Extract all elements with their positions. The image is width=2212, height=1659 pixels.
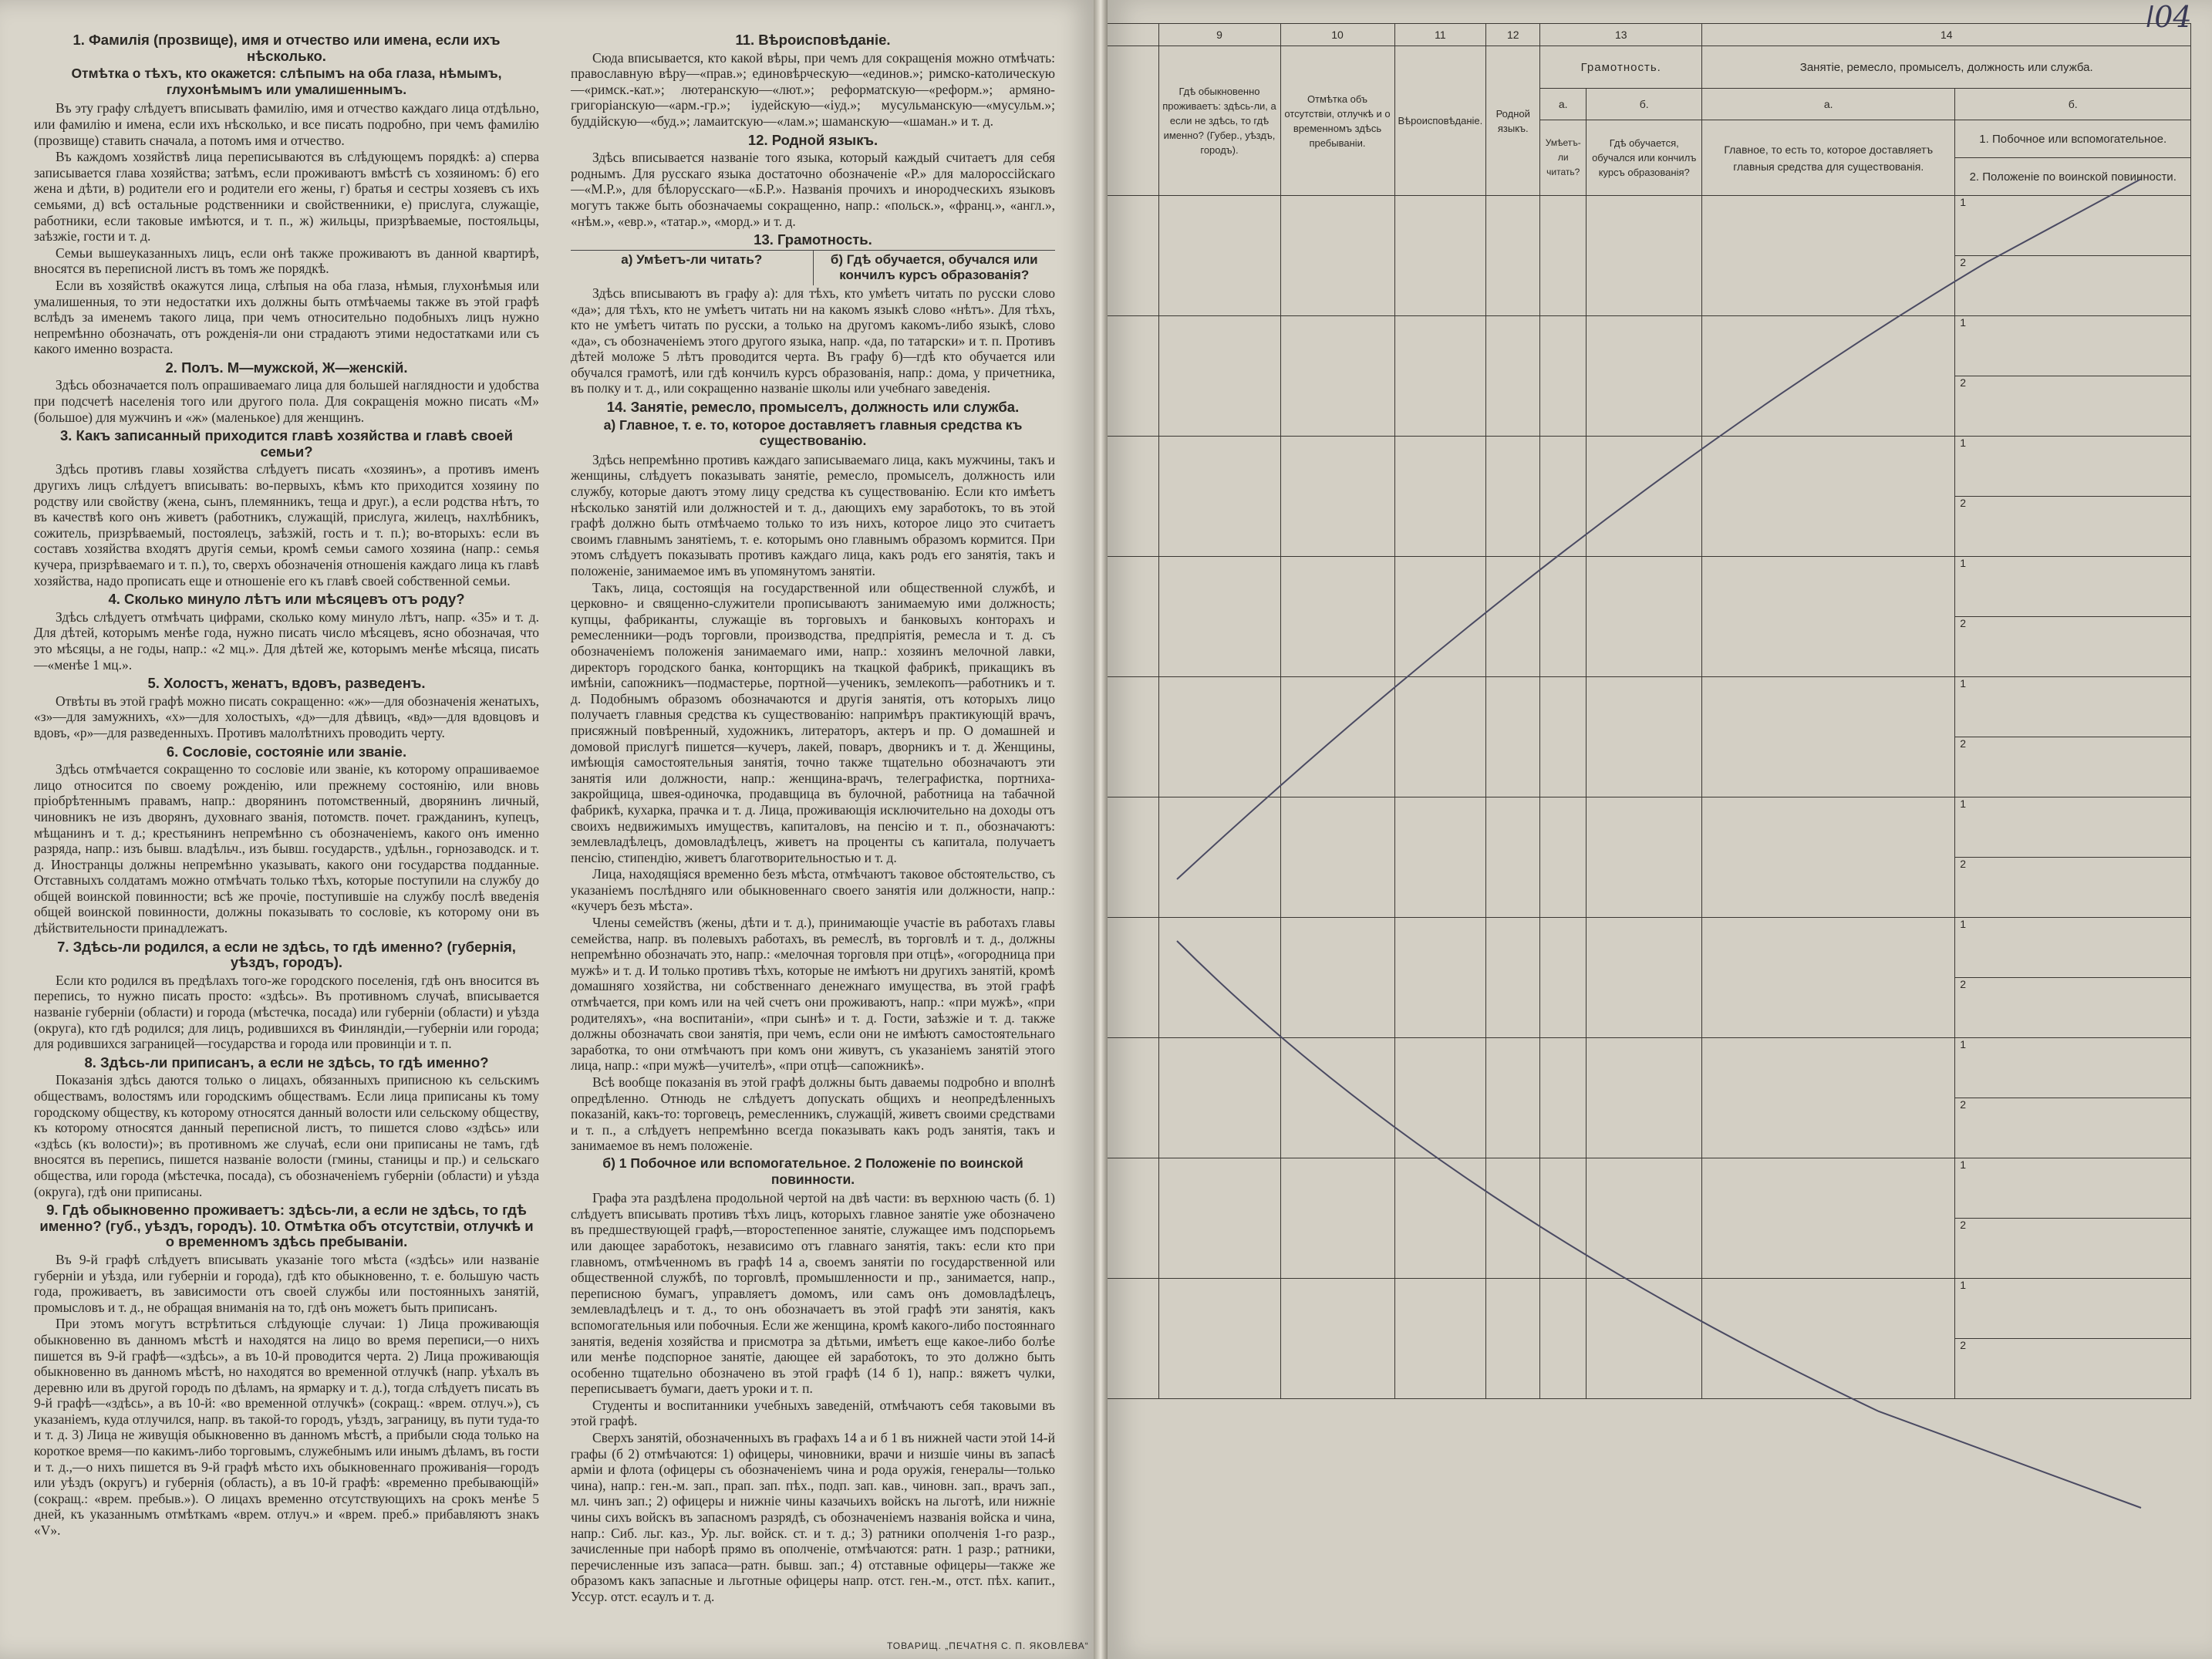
military-status-cell[interactable]: 2 [1955, 617, 2191, 677]
header-military-status: 2. Положеніе по воинской повинности. [1955, 158, 2191, 196]
instructions-column-right [571, 29, 1055, 1606]
entry-cell[interactable] [1158, 557, 1280, 677]
entry-cell[interactable] [1486, 797, 1540, 918]
table-row [1108, 316, 2191, 376]
entry-cell[interactable] [1158, 316, 1280, 437]
section-title: 6. Сословіе, состояніе или званіе. [166, 743, 407, 760]
entry-cell[interactable] [1158, 196, 1280, 316]
entry-cell[interactable] [1702, 918, 1955, 1038]
entry-cell[interactable] [1486, 677, 1540, 797]
entry-cell[interactable] [1280, 196, 1394, 316]
header-absence-mark: Отмѣтка объ отсутствіи, отлучкѣ и о временномъ здѣсь пребываніи. [1280, 46, 1394, 196]
entry-cell[interactable] [1587, 797, 1702, 918]
entry-cell[interactable] [1394, 677, 1486, 797]
row-stub-cell [1108, 437, 1158, 557]
header-literacy-a-letter: а. [1540, 89, 1587, 120]
row-stub-cell [1108, 1158, 1158, 1279]
entry-cell[interactable] [1486, 1158, 1540, 1279]
row-stub-cell [1108, 196, 1158, 316]
section-subtitle: б) 1 Побочное или вспомогательное. 2 Положеніе по воинской повинности. [602, 1155, 1023, 1187]
military-status-cell[interactable]: 2 [1955, 1339, 2191, 1399]
entry-cell[interactable] [1540, 1038, 1587, 1158]
instruction-paragraph: Всѣ вообще показанія въ этой графѣ должны быть даваемы подробно и вполнѣ опредѣленно. Отнюдь не слѣдуетъ допускать общихъ и неопредѣленныхъ показаній, какъ-то: торговецъ, ремесленникъ, служащій, живетъ своими средствами и т. п., а слѣдуетъ непремѣнно всегда показывать какъ родъ занятія, такъ и занимаемое въ немъ положеніе. [571, 1074, 1055, 1154]
section-title: 4. Сколько минуло лѣтъ или мѣсяцевъ отъ роду? [108, 591, 465, 608]
column-number-12: 12 [1486, 24, 1540, 46]
literacy-split-header [571, 250, 1055, 285]
census-form-table [1108, 23, 2191, 1399]
row-stub-cell [1108, 677, 1158, 797]
section-title: 7. Здѣсь-ли родился, а если не здѣсь, то гдѣ именно? (губернія, уѣздъ, городъ). [57, 938, 516, 971]
table-row [1108, 1279, 2191, 1339]
entry-cell[interactable] [1702, 1279, 1955, 1399]
table-row [1108, 437, 2191, 497]
entry-cell[interactable] [1702, 1038, 1955, 1158]
entry-cell[interactable] [1702, 797, 1955, 918]
entry-cell[interactable] [1587, 677, 1702, 797]
entry-cell[interactable] [1158, 1158, 1280, 1279]
military-status-cell[interactable]: 2 [1955, 1219, 2191, 1279]
entry-cell[interactable] [1394, 1158, 1486, 1279]
secondary-occupation-cell[interactable]: 1 [1955, 1279, 2191, 1339]
entry-cell[interactable] [1587, 437, 1702, 557]
entry-cell[interactable] [1158, 1038, 1280, 1158]
military-status-cell[interactable]: 2 [1955, 256, 2191, 316]
column-number-9: 9 [1158, 24, 1280, 46]
entry-cell[interactable] [1394, 1279, 1486, 1399]
entry-cell[interactable] [1702, 677, 1955, 797]
entry-cell[interactable] [1486, 557, 1540, 677]
section-title: 9. Гдѣ обыкновенно проживаетъ: здѣсь-ли, а если не здѣсь, то гдѣ именно? (губ., уѣздъ, городъ). 10. Отмѣтка объ отсутствіи, отлучкѣ и о временномъ здѣсь пребываніи. [39, 1202, 534, 1250]
instruction-paragraph: Сверхъ занятій, обозначенныхъ въ графахъ 14 а и б 1 въ нижней части этой 14-й графы (б 2) отмѣчаются: 1) офицеры, чиновники, врачи и низшіе чины въ запасѣ арміи и флота (офицеры съ обозначеніемъ чина и рода оружія, генералы—только чина), напр.: ген.-м. зап., прап. зап. пѣх., подп. зап. кав., чиновн. зап., врачъ зап., мл. чинъ зап.; 2) офицеры и нижніе чины казачьихъ войскъ на льготѣ, или нижніе чины сихъ войскъ въ запасномъ разрядѣ, съ обозначеніемъ названія войска и чина, напр.: Сиб. льг. каз., Ур. льг. войск. ст. и т. д.; 3) ратники ополченія 1-го разр., зачисленные при наборѣ прямо въ ополченіе, отмѣчаются: ратн. 1 разр.; ратники, перечисленные изъ запаса—ратн. бывш. зап.; 4) отставные офицеры—также же образомъ какъ запасные и льготные офицеры напр. отст. ген.-м., отст. пѣх. капит., Уссур. отст. есаулъ и т. д. [571, 1430, 1055, 1604]
entry-cell[interactable] [1158, 918, 1280, 1038]
instruction-paragraph: Здѣсь вписывается названіе того языка, который каждый считаетъ для себя роднымъ. Для русскаго языка достаточно обозначеніе «Р.» для малороссійскаго—«М.Р.», для бѣлорусскаго—«Б.Р.». Названія прочихъ и инородческихъ языковъ могутъ также быть обозначаемы сокращенно, напр.: «польск.», «франц.», «англ.», «нѣм.», «евр.», «татар.», «морд.» и т. д. [571, 150, 1055, 229]
secondary-occupation-cell[interactable]: 1 [1955, 1038, 2191, 1098]
secondary-occupation-cell[interactable]: 1 [1955, 316, 2191, 376]
entry-cell[interactable] [1394, 557, 1486, 677]
column-number-13: 13 [1540, 24, 1702, 46]
entry-cell[interactable] [1280, 677, 1394, 797]
entry-cell[interactable] [1280, 918, 1394, 1038]
header-literacy: Грамотность. [1540, 46, 1702, 89]
entry-cell[interactable] [1540, 918, 1587, 1038]
row-stub-cell [1108, 1038, 1158, 1158]
military-status-cell[interactable]: 2 [1955, 376, 2191, 437]
military-status-cell[interactable]: 2 [1955, 978, 2191, 1038]
instruction-paragraph: Если кто родился въ предѣлахъ того-же городского поселенія, гдѣ онъ вносится въ перепись, то нужно писать просто: «здѣсь». Въ противномъ случаѣ, вписывается названіе губерніи (области) и города (мѣстечка, посада) или губерніи (области) и уѣзда (округа), кто гдѣ родился; для лицъ, родившихся въ Финляндіи,—губерніи или города; для родившихся заграницей—государства и города или провинціи и т. п. [34, 972, 539, 1052]
instruction-paragraph: Отвѣты въ этой графѣ можно писать сокращенно: «ж»—для обозначенія женатыхъ, «з»—для замужнихъ, «х»—для холостыхъ, «д»—для дѣвицъ, «вд»—для вдовцовъ и вдовъ, «р»—для разведенныхъ. Противъ малолѣтнихъ проводить черту. [34, 693, 539, 740]
entry-cell[interactable] [1394, 316, 1486, 437]
section-subtitle: Отмѣтка о тѣхъ, кто окажется: слѣпымъ на оба глаза, нѣмымъ, глухонѣмымъ или умалишеннымъ. [71, 66, 502, 97]
book-gutter [1094, 0, 1108, 1659]
entry-cell[interactable] [1702, 316, 1955, 437]
instruction-paragraph: Здѣсь отмѣчается сокращенно то сословіе или званіе, къ которому опрашиваемое лицо относится по своему рожденію, или прежнему состоянію, или вновь пріобрѣтеннымъ правамъ, напр.: дворянинъ потомственный, дворянинъ личный, чиновникъ не изъ дворянъ, духовнаго званія, потомств. почет. гражданинъ, купецъ, мѣщанинъ и т. д.; крестьянинъ непремѣнно съ обозначеніемъ, какого онъ именно разряда, напр.: изъ бывш. владѣльч., изъ бывш. государств., удѣльн., горнозаводск. и т. д. Иностранцы должны непремѣнно указывать, какого они государства подданные. Отставныхъ солдатамъ можно отмѣчать только тѣхъ, которые поступили на службу до общей воинской повинности; всѣ же прочіе, поступившіе на службу послѣ введенія общей воинской повинности, должны показывать то сословіе, къ которому они въ дѣйствительности принадлежатъ. [34, 761, 539, 936]
entry-cell[interactable] [1587, 196, 1702, 316]
section-title: 2. Полъ. М—мужской, Ж—женскій. [165, 359, 408, 376]
row-stub-cell [1108, 797, 1158, 918]
entry-cell[interactable] [1280, 316, 1394, 437]
secondary-occupation-cell[interactable]: 1 [1955, 437, 2191, 497]
entry-cell[interactable] [1158, 797, 1280, 918]
census-table-body [1108, 196, 2191, 1399]
table-row [1108, 677, 2191, 737]
section-title: 11. Вѣроисповѣданіе. [735, 32, 891, 48]
instruction-paragraph: Если въ хозяйствѣ окажутся лица, слѣпыя на оба глаза, нѣмыя, глухонѣмыя или умалишенныя, то эти недостатки ихъ должны быть отмѣчаемы также въ этой графѣ вслѣдъ за именемъ такого лица, при чемъ относительно подобныхъ лицъ нужно непремѣнно обозначать, отъ рожденія-ли они страдаютъ этими недостатками или съ какого именно возраста. [34, 277, 539, 357]
header-can-read: Умѣетъ-ли читать? [1540, 120, 1587, 196]
entry-cell[interactable] [1540, 557, 1587, 677]
entry-cell[interactable] [1587, 918, 1702, 1038]
entry-cell[interactable] [1280, 797, 1394, 918]
entry-cell[interactable] [1587, 1279, 1702, 1399]
header-occupation-b-letter: б. [1955, 89, 2191, 120]
secondary-occupation-cell[interactable]: 1 [1955, 918, 2191, 978]
instruction-paragraph: Семьи вышеуказанныхъ лицъ, если онѣ также проживаютъ въ данной квартирѣ, вносятся въ переписной листъ въ томъ же порядкѣ. [34, 244, 539, 277]
secondary-occupation-cell[interactable]: 1 [1955, 1158, 2191, 1219]
instructions-column-left [34, 29, 539, 1539]
instruction-paragraph: Здѣсь вписываютъ въ графу а): для тѣхъ, кто умѣетъ читать по русски слово «да»; для тѣхъ, кто не умѣетъ читать ни на какомъ языкѣ слово «нѣтъ». Для тѣхъ, кто не умѣетъ читать по русски, а только на другомъ какомъ-либо языкѣ, слово «да», съ обозначеніемъ этого другого языка, напр. «да, по татарски» и т. п. Противъ дѣтей моложе 5 лѣтъ проводится черта. Въ графу б)—гдѣ кто обучается или обучался грамотѣ, или гдѣ кончилъ курсъ образованія, напр.: дома, у причетника, въ полку и т. д., или сокращенно названіе школы или учебнаго заведенія. [571, 285, 1055, 396]
entry-cell[interactable] [1540, 196, 1587, 316]
entry-cell[interactable] [1280, 437, 1394, 557]
literacy-split-left: а) Умѣетъ-ли читать? [621, 251, 763, 267]
literacy-split-right: б) Гдѣ обучается, обучался или кончилъ курсъ образованія? [813, 251, 1056, 285]
entry-cell[interactable] [1280, 1279, 1394, 1399]
military-status-cell[interactable]: 2 [1955, 497, 2191, 557]
table-row [1108, 918, 2191, 978]
secondary-occupation-cell[interactable]: 1 [1955, 677, 2191, 737]
section-title: 14. Занятіе, ремесло, промыселъ, должность или служба. [606, 399, 1020, 416]
entry-cell[interactable] [1587, 316, 1702, 437]
column-number-10: 10 [1280, 24, 1394, 46]
secondary-occupation-cell[interactable]: 1 [1955, 557, 2191, 617]
row-stub-cell [1108, 918, 1158, 1038]
entry-cell[interactable] [1587, 1038, 1702, 1158]
secondary-occupation-cell[interactable]: 1 [1955, 196, 2191, 256]
entry-cell[interactable] [1540, 437, 1587, 557]
section-title: 12. Родной языкъ. [747, 131, 878, 148]
entry-cell[interactable] [1486, 196, 1540, 316]
secondary-occupation-cell[interactable]: 1 [1955, 797, 2191, 858]
military-status-cell[interactable]: 2 [1955, 1098, 2191, 1158]
entry-cell[interactable] [1540, 1279, 1587, 1399]
entry-cell[interactable] [1486, 918, 1540, 1038]
instruction-paragraph: Въ 9-й графѣ слѣдуетъ вписывать указаніе того мѣста («здѣсь» или названіе губерніи и уѣзда, или губерніи и города), гдѣ кто обыкновенно, т. е. большую часть года, проживаетъ, въ зависимости отъ своей службы или постоянныхъ занятій, промысловъ и т. д., не обращая вниманія на то, гдѣ онъ можетъ быть приписанъ. [34, 1251, 539, 1315]
entry-cell[interactable] [1394, 1038, 1486, 1158]
entry-cell[interactable] [1158, 677, 1280, 797]
section-title: 5. Холостъ, женатъ, вдовъ, разведенъ. [147, 675, 426, 692]
military-status-cell[interactable]: 2 [1955, 858, 2191, 918]
row-stub-cell [1108, 557, 1158, 677]
table-row [1108, 1158, 2191, 1219]
table-row [1108, 1038, 2191, 1098]
header-occupation-a-letter: а. [1702, 89, 1955, 120]
entry-cell[interactable] [1702, 196, 1955, 316]
entry-cell[interactable] [1702, 557, 1955, 677]
stub-header [1108, 24, 1158, 46]
entry-cell[interactable] [1587, 1158, 1702, 1279]
entry-cell[interactable] [1394, 437, 1486, 557]
printer-imprint: ТОВАРИЩ. „ПЕЧАТНЯ С. П. ЯКОВЛЕВА“ [887, 1640, 1089, 1651]
instruction-paragraph: Здѣсь противъ главы хозяйства слѣдуетъ писать «хозяинъ», а противъ именъ другихъ лицъ слѣдуетъ вписывать: во-первыхъ, кѣмъ кто приходится хозяину по родству или свойству (жена, сынъ, племянникъ, теща и друг.), а если родства нѣтъ, то въ качествѣ кого онъ живетъ (работникъ, служащій, прислуга, жилецъ, нахлѣбникъ, сожитель, призрѣваемый, постоялецъ, заѣзжій, гость и т. п.); во-вторыхъ: если въ составъ хозяйства входятъ другія семьи, кромѣ семьи самого хозяина (напр.: семья кучера, призрѣваемаго и т. п.), то, сверхъ обозначенія отношенія каждаго лица къ главѣ хозяйства, надо прописать еще и отношеніе его къ главѣ своей собственной семьи. [34, 461, 539, 588]
instruction-paragraph: При этомъ могутъ встрѣтиться слѣдующіе случаи: 1) Лица проживающія обыкновенно въ данномъ мѣстѣ и находятся на лицо во время переписи,—о нихъ пишется въ 9-й графѣ—«здѣсь», а въ 10-й проводится черта. 2) Лица проживающія обыкновенно въ данномъ мѣстѣ, но находятся во временной отлучкѣ (напр. уѣхалъ въ деревню или въ другой городъ по дѣламъ, на ярмарку и т. д.), тогда слѣдуетъ писать въ 9-й графѣ—«здѣсь», а въ 10-й: «во временной отлучкѣ» (сокращ.: «врем. отлуч.»), съ указаніемъ, куда отлучился, напр. въ такой-то городъ, уѣздъ, заграницу, въ пути туда-то и т. д. 3) Лица не живущія обыкновенно въ данномъ мѣстѣ, а прибыли сюда только на короткое время—по какимъ-либо торговымъ, служебнымъ или инымъ дѣламъ, въ гости и т. д.,—о нихъ пишется въ 9-й графѣ мѣсто ихъ обыкновеннаго проживанія—городъ или уѣздъ (округъ) и губернія (область), а въ 10-й графѣ: «временно пребывающій» (сокращ.: «врем. пребыв.»). О лицахъ временно отсутствующихъ на срокъ менѣе 5 дней, къ указаннымъ отмѣткамъ «врем. отлуч.» и «врем. преб.» прибавляютъ знакъ «V». [34, 1316, 539, 1539]
entry-cell[interactable] [1280, 1158, 1394, 1279]
entry-cell[interactable] [1394, 918, 1486, 1038]
entry-cell[interactable] [1486, 1038, 1540, 1158]
entry-cell[interactable] [1158, 1279, 1280, 1399]
military-status-cell[interactable]: 2 [1955, 737, 2191, 797]
column-number-14: 14 [1702, 24, 2191, 46]
instruction-paragraph: Члены семействъ (жены, дѣти и т. д.), принимающіе участіе въ работахъ главы семейства, напр. въ полевыхъ работахъ, въ ремеслѣ, въ торговлѣ и т. д., должны непремѣнно обозначать это, напр.: «мелочная торговля при отцѣ», «огородница при мужѣ» и т. д. И только противъ тѣхъ, которые не имѣютъ ни другихъ занятій, кромѣ домашняго хозяйства, ни собственнаго денежнаго имущества, въ этой графѣ отмѣчается, при комъ или на чей счетъ они проживаютъ, напр.: «при мужѣ», «при родителяхъ», «на воспитаніи», «при сынѣ» и т. д. Гости, заѣзжіе и т. д. также должны обозначать свои занятія, при чемъ, если они не имѣютъ самостоятельнаго заработка, то они отмѣчаютъ при комъ они живутъ, съ указаніемъ занятій этого лица, напр.: «при мужѣ—учителѣ», «при отцѣ—сапожникѣ». [571, 915, 1055, 1074]
entry-cell[interactable] [1702, 1158, 1955, 1279]
instruction-paragraph: Здѣсь обозначается полъ опрашиваемаго лица для большей наглядности и удобства при подсчетѣ населенія того или другого пола. Для сокращенія можно писать «М» (большое) для мужчинъ и «ж» (маленькое) для женщинъ. [34, 377, 539, 425]
instruction-paragraph: Такъ, лица, состоящія на государственной или общественной службѣ, и церковно- и священно-служители прописываютъ занимаемую ими должность; купцы, фабриканты, служащіе въ торговыхъ и банковыхъ конторахъ и ремесленники—родъ торговли, производства, предпріятія, ремесла и т. д. съ обозначеніемъ положенія занимаемаго ими, напр.: хозяинъ мелочной лавки, директоръ городского банка, конторщикъ на ткацкой фабрикѣ, прикащикъ въ имѣніи, сапожникъ—подмастерье, портной—ученикъ, землекопъ—работникъ и т. д. Подобнымъ образомъ обозначаются и другія занятія, отъ которыхъ лицо получаетъ главныя средства къ существованію: напримѣръ практикующій врачъ, присяжный повѣренный, художникъ, литераторъ, актеръ и пр. О домашней и домовой прислугѣ пишется—кучеръ, лакей, поваръ, дворникъ и т. д. Женщины, имѣющія самостоятельныя занятія, точно также тщательно обозначаютъ эти занятія или должности, напр.: женщина-врачъ, телеграфистка, портниха-закройщица, швея-одиночка, продавщица въ булочной, работница на табачной фабрикѣ, кухарка, прачка и т. д. Лица, проживающія исключительно на доходы отъ своихъ недвижимыхъ имуществъ, капиталовъ, на пенсію и т. п., обозначаютъ: землевладѣлецъ, домовладѣлецъ, живетъ на проценты съ капитала, получаетъ пенсію, стипендію, живетъ благотворительностью и т. д. [571, 579, 1055, 865]
instruction-paragraph: Въ эту графу слѣдуетъ вписывать фамилію, имя и отчество каждаго лица отдѣльно, или фамилію и имена, если ихъ нѣсколько, и все писать подробно, при чемъ фамилію (прозвище) ставить сначала, а потомъ имя и отчество. [34, 100, 539, 148]
section-title: 1. Фамилія (прозвище), имя и отчество или имена, если ихъ нѣсколько. [72, 32, 501, 64]
instruction-paragraph: Здѣсь слѣдуетъ отмѣчать цифрами, сколько кому минуло лѣтъ, напр. «35» и т. д. Для дѣтей, которымъ менѣе года, нужно писать число мѣсяцевъ, ясно обозначая, что это мѣсяцы, а не годы, напр.: «2 мц.». Для дѣтей же, которымъ менѣе мѣсяца, писать—«менѣе 1 мц.». [34, 609, 539, 673]
section-title: 8. Здѣсь-ли приписанъ, а если не здѣсь, то гдѣ именно? [84, 1054, 489, 1071]
header-education-place: Гдѣ обучается, обучался или кончилъ курсъ образованія? [1587, 120, 1702, 196]
row-stub-cell [1108, 1279, 1158, 1399]
entry-cell[interactable] [1587, 557, 1702, 677]
header-native-language: Родной языкъ. [1486, 46, 1540, 196]
section-subtitle: а) Главное, т. е. то, которое доставляетъ главныя средства къ существованію. [603, 416, 1023, 449]
header-usual-residence: Гдѣ обыкновенно проживаетъ: здѣсь-ли, а если не здѣсь, то гдѣ именно? (Губер., уѣздъ, городъ). [1158, 46, 1280, 196]
entry-cell[interactable] [1540, 316, 1587, 437]
header-secondary-occupation: 1. Побочное или вспомогательное. [1955, 120, 2191, 158]
entry-cell[interactable] [1280, 557, 1394, 677]
handwritten-page-number: ǀ04 [2146, 0, 2192, 34]
instruction-paragraph: Студенты и воспитанники учебныхъ заведеній, отмѣчаютъ себя таковыми въ этой графѣ. [571, 1397, 1055, 1429]
entry-cell[interactable] [1486, 1279, 1540, 1399]
column-number-11: 11 [1394, 24, 1486, 46]
entry-cell[interactable] [1486, 437, 1540, 557]
section-title: 13. Грамотность. [754, 231, 872, 248]
table-row [1108, 196, 2191, 256]
entry-cell[interactable] [1280, 1038, 1394, 1158]
instruction-paragraph: Здѣсь непремѣнно противъ каждаго записываемаго лица, какъ мужчины, такъ и женщины, слѣдуетъ показывать занятіе, ремесло, промыселъ, должность или службу, которые даютъ этому лицу средства къ существованію. Если кто имѣетъ нѣсколько занятій или должностей и т. д., дающихъ ему заработокъ, то въ этой графѣ должно быть отмѣчаемо только то изъ нихъ, которое лицо это считаетъ своимъ главнымъ занятіемъ, т. е. которымъ оно главнымъ образомъ кормится. При этомъ слѣдуетъ показывать противъ каждаго лица, какъ родъ его занятія, такъ и положеніе, занимаемое имъ въ упомянутомъ занятіи. [571, 451, 1055, 578]
header-literacy-b-letter: б. [1587, 89, 1702, 120]
instruction-paragraph: Лица, находящіяся временно безъ мѣста, отмѣчаютъ таковое обстоятельство, съ указаніемъ послѣдняго или обыкновеннаго своего занятія или должности, напр.: «кучеръ безъ мѣста». [571, 866, 1055, 914]
instruction-paragraph: Показанія здѣсь даются только о лицахъ, обязанныхъ приписною къ сельскимъ обществамъ, волостямъ или городскимъ обществамъ. Если лица приписаны къ тому городскому обществу, къ которому относятся данный волости или сельскому обществу, къ которому относятся данный переписной листъ, то пишется слово «здѣсь» или «здѣсь (къ волости)»; въ противномъ же случаѣ, если они приписаны не тамъ, гдѣ вносятся въ перепись, пишется названіе волости (гмины, станицы и пр.) и сельскаго общества, или города (мѣстечка, посада), съ обозначеніемъ губерніи (области) и уѣзда (округа), гдѣ они приписаны. [34, 1072, 539, 1199]
header-main-occupation: Главное, то есть то, которое доставляетъ главныя средства для существованія. [1702, 120, 1955, 196]
entry-cell[interactable] [1702, 437, 1955, 557]
table-row [1108, 557, 2191, 617]
section-title: 3. Какъ записанный приходится главѣ хозяйства и главѣ своей семьи? [59, 427, 514, 460]
entry-cell[interactable] [1158, 437, 1280, 557]
row-stub-cell [1108, 316, 1158, 437]
entry-cell[interactable] [1540, 797, 1587, 918]
entry-cell[interactable] [1540, 1158, 1587, 1279]
table-row [1108, 797, 2191, 858]
header-religion: Вѣроисповѣданіе. [1394, 46, 1486, 196]
header-occupation: Занятіе, ремесло, промыселъ, должность или служба. [1702, 46, 2191, 89]
entry-cell[interactable] [1394, 797, 1486, 918]
instruction-paragraph: Въ каждомъ хозяйствѣ лица переписываются въ слѣдующемъ порядкѣ: а) сперва записывается глава хозяйства; затѣмъ, если проживаютъ вмѣстѣ съ хозяиномъ: б) его жена и дѣти, в) родители его и родители его жены, г) братья и сестры хозяевъ съ ихъ семьями, д) всѣ остальные родственники и свойственники, е) прислуга, служащіе, работники, если таковые имѣются, и т. п., ж) жильцы, призрѣваемые, постояльцы, заѣзжіе, гости и т. д. [34, 149, 539, 244]
entry-cell[interactable] [1394, 196, 1486, 316]
instruction-paragraph: Сюда вписывается, кто какой вѣры, при чемъ для сокращенія можно отмѣчать: православную вѣру—«прав.»; единовѣрческую—«единов.»; римско-католическую—«римск.-кат.»; лютеранскую—«лют.»; реформатскую—«реформ.»; армяно-григоріанскую—«арм.-гр.»; іудейскую—«іуд.»; мусульманскую—«мусульм.»; буддійскую—«буд.»; ламаитскую—«лам.»; шаманскую—«шаман.» и т. д. [571, 49, 1055, 129]
entry-cell[interactable] [1486, 316, 1540, 437]
entry-cell[interactable] [1540, 677, 1587, 797]
instruction-paragraph: Графа эта раздѣлена продольной чертой на двѣ части: въ верхнюю часть (б. 1) слѣдуетъ вписывать противъ тѣхъ лицъ, которыхъ главное занятіе уже обозначено въ предшествующей графѣ,—второстепенное занятіе, служащее имъ подспорьемъ или дающее заработокъ, независимо отъ главнаго занятія, такъ: если кто при главномъ, отмѣченномъ въ графѣ 14 а, своемъ занятіи по государственной или общественной службѣ, по торговлѣ, промышленности и пр., занимается, напр., переписною бумагъ, управляетъ домомъ, или самъ онъ домовладѣлецъ, землевладѣлецъ и т. д., то онъ обозначаетъ въ этой графѣ эти занятія, какъ вспомогательныя или побочныя. Если же женщина, кромѣ какого-либо постояннаго занятія, веденія хозяйства и присмотра за дѣтьми, имѣетъ еще какое-либо болѣе или менѣе подспорное занятіе, дающее ей заработокъ, то это должно быть особенно тщательно обозначено въ этой графѣ (14 б 1), напр.: вяжетъ чулки, переписываетъ бумаги, даетъ уроки и т. п. [571, 1190, 1055, 1397]
stub-header-body [1108, 46, 1158, 196]
left-page-instructions [0, 0, 1094, 1659]
